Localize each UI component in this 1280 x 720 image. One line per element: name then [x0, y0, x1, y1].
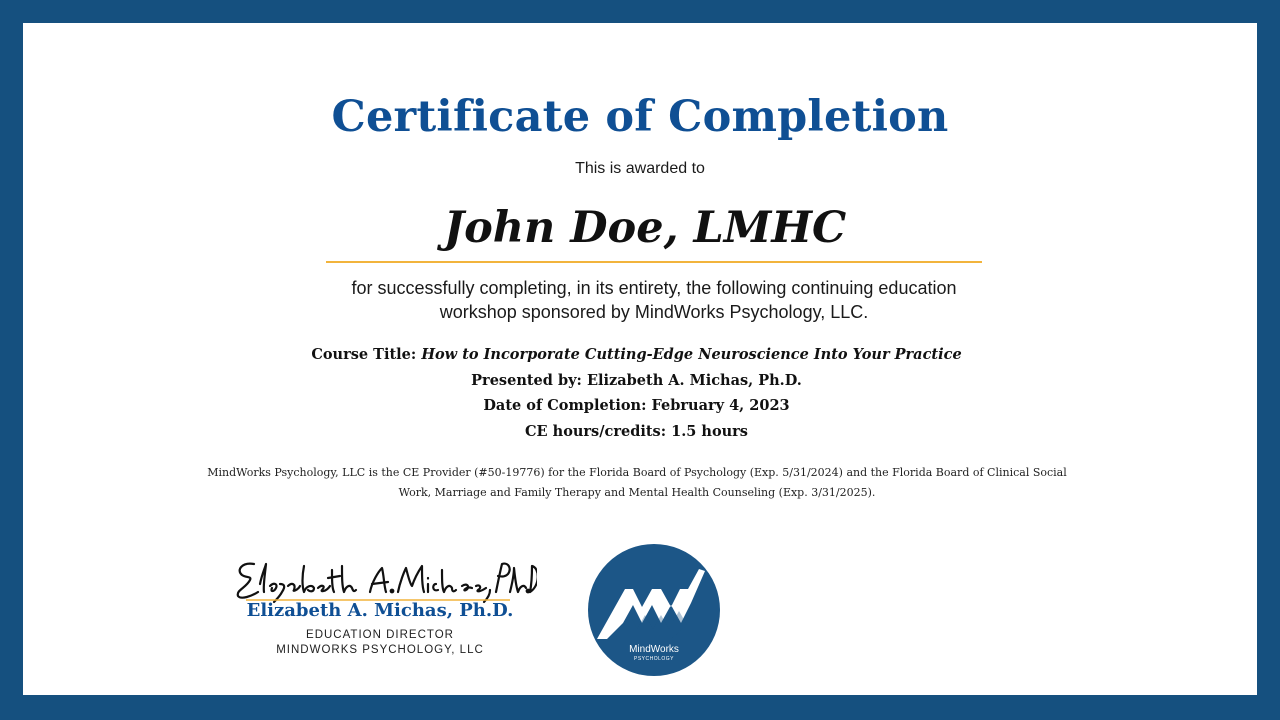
- provider-note-line-2: Work, Marriage and Family Therapy and Mental Health Counseling (Exp. 3/31/2025).: [398, 486, 876, 499]
- mindworks-logo-icon: [587, 543, 721, 677]
- course-title-value: How to Incorporate Cutting-Edge Neuroscience Into Your Practice: [421, 346, 962, 363]
- completion-statement: [300, 276, 1008, 324]
- signatory-role-line-1: EDUCATION DIRECTOR: [306, 629, 454, 641]
- statement-line-1: for successfully completing, in its entirety, the following continuing education: [351, 278, 957, 298]
- presenter-value: Elizabeth A. Michas, Ph.D.: [586, 371, 802, 389]
- awarded-to-text: This is awarded to: [575, 160, 705, 177]
- course-title-label: Course Title:: [311, 346, 417, 363]
- ce-credits-value: 1.5 hours: [671, 422, 748, 440]
- course-details: [0, 342, 1273, 444]
- certificate-title: Certificate of Completion: [331, 92, 949, 142]
- completion-date-value: February 4, 2023: [651, 397, 790, 414]
- ce-credits-row: [0, 419, 1273, 445]
- completion-date-label: Date of Completion:: [483, 397, 647, 414]
- signatory-name: Elizabeth A. Michas, Ph.D.: [246, 600, 514, 621]
- ce-credits-label: CE hours/credits:: [525, 422, 667, 440]
- recipient-name: John Doe, LMHC: [443, 203, 847, 253]
- signatory-role-line-2: MINDWORKS PSYCHOLOGY, LLC: [276, 644, 484, 656]
- provider-note-line-1: MindWorks Psychology, LLC is the CE Provider (#50-19776) for the Florida Board of Psychology (Exp. 5/31/2024) and the Florida Board of Clinical Social: [207, 466, 1067, 479]
- logo-brand-name: MindWorks: [629, 644, 679, 655]
- provider-note: [206, 463, 1068, 503]
- course-title-row: [0, 342, 1273, 368]
- signatory-role: [190, 628, 570, 658]
- logo-brand-tagline: PSYCHOLOGY: [633, 656, 675, 662]
- signature-image: [232, 556, 537, 604]
- statement-line-2: workshop sponsored by MindWorks Psychology, LLC.: [439, 302, 869, 322]
- presenter-row: [0, 368, 1273, 394]
- presenter-label: Presented by:: [471, 371, 582, 389]
- completion-date-row: [0, 393, 1273, 419]
- recipient-underline: [326, 261, 982, 263]
